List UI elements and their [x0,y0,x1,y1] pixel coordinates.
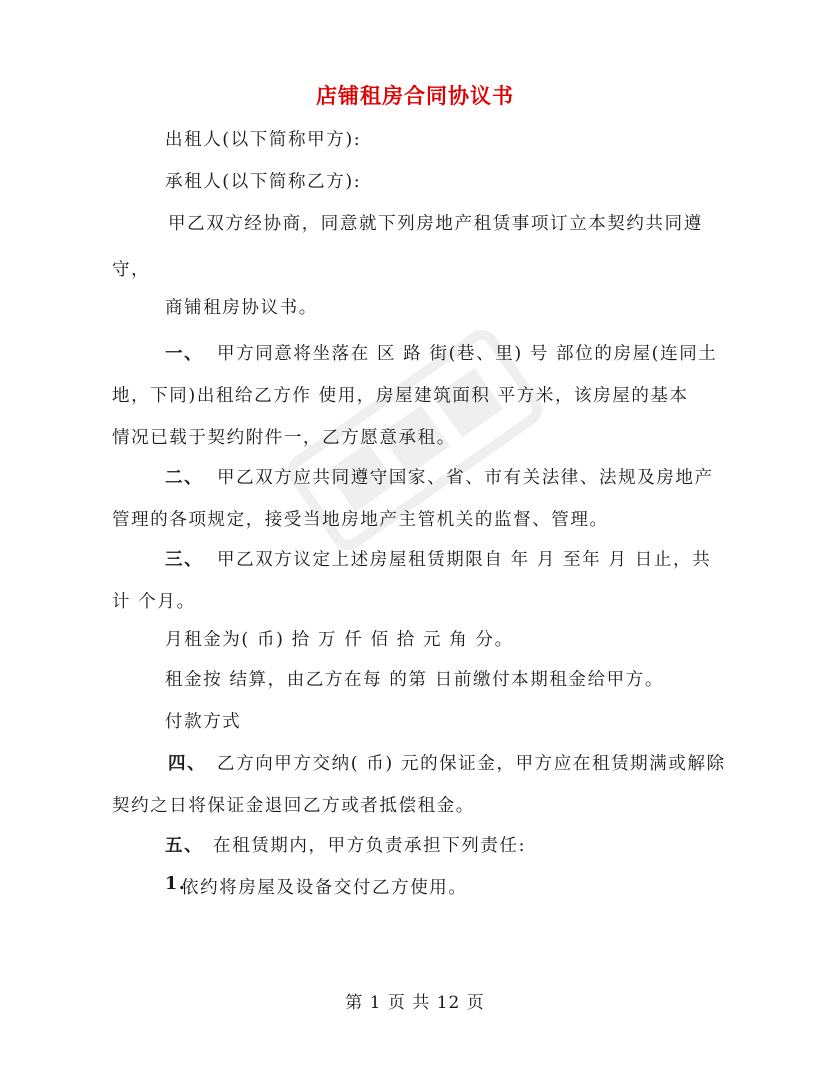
lessee-line: 承租人(以下简称乙方): [165,172,362,192]
agreement-subtitle: 商铺租房协议书。 [165,298,318,318]
clause-3-number: 三、 [165,550,204,570]
clause-1-line-3: 情况已载于契约附件一，乙方愿意承租。 [112,428,456,448]
clause-2-number: 二、 [165,468,204,488]
intro-line-1: 甲乙双方经协商，同意就下列房地产租赁事项订立本契约共同遵 [168,214,703,234]
clause-1-line-1: 甲方同意将坐落在 区 路 街(巷、里) 号 部位的房屋(连同土 [217,344,718,364]
clause-2-line-1: 甲乙双方应共同遵守国家、省、市有关法律、法规及房地产 [217,468,714,488]
clause-5-line-1: 在租赁期内，甲方负责承担下列责任: [213,836,527,856]
clause-1-number: 一、 [165,344,204,364]
item-1-number: 1. [165,874,187,894]
clause-3-line-1: 甲乙双方议定上述房屋租赁期限自 年 月 至年 月 日止，共 [217,550,712,570]
clause-4-line-2: 契约之日将保证金退回乙方或者抵偿租金。 [112,796,475,816]
payment-method-line: 付款方式 [165,712,242,732]
item-1-text: 依约将房屋及设备交付乙方使用。 [181,878,468,898]
clause-2-line-2: 管理的各项规定，接受当地房地产主管机关的监督、管理。 [112,510,609,530]
settlement-line: 租金按 结算，由乙方在每 的第 日前缴付本期租金给甲方。 [165,670,664,690]
clause-4-number: 四、 [168,754,207,774]
page-number: 第 1 页 共 12 页 [345,993,485,1013]
document-title: 店铺租房合同协议书 [316,83,514,108]
intro-line-2: 守， [112,260,151,280]
clause-1-line-2: 地，下同)出租给乙方作 使用，房屋建筑面积 平方米，该房屋的基本 [112,386,689,406]
clause-3-line-2: 计 个月。 [112,592,196,612]
lessor-line: 出租人(以下简称甲方): [165,130,362,150]
clause-5-number: 五、 [165,836,204,856]
clause-4-line-1: 乙方向甲方交纳( 币) 元的保证金，甲方应在租赁期满或解除 [217,754,726,774]
rent-line: 月租金为( 币) 拾 万 仟 佰 拾 元 角 分。 [165,630,514,650]
